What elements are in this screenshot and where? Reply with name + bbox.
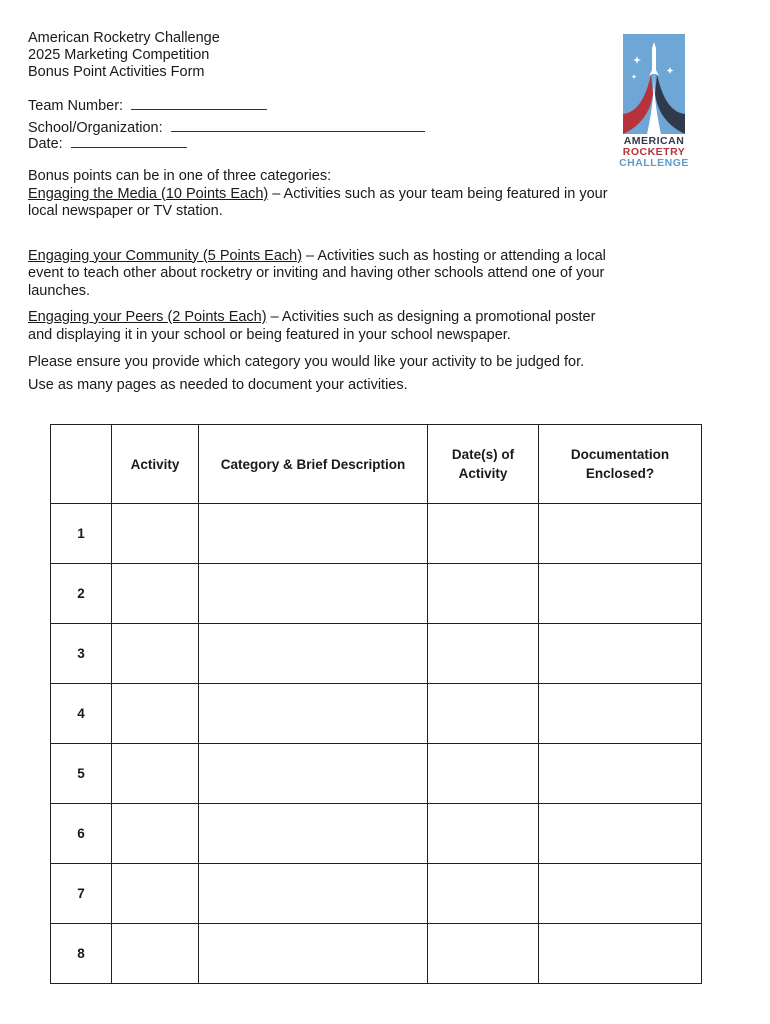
col-header-dates — [428, 425, 539, 504]
row-number: 6 — [51, 804, 112, 864]
category-cell[interactable] — [199, 684, 428, 744]
category-peers — [28, 309, 608, 344]
table-row — [51, 744, 702, 804]
category-cell[interactable] — [199, 564, 428, 624]
activity-cell[interactable] — [112, 684, 199, 744]
table-header-row — [51, 425, 702, 504]
logo-word-challenge: CHALLENGE — [619, 157, 689, 169]
school-input-line[interactable] — [171, 117, 425, 132]
dates-cell[interactable] — [428, 564, 539, 624]
category-media-desc: – Activities such as your team being featured in your local newspaper or TV station. — [28, 185, 608, 219]
logo-word-american: AMERICAN — [623, 135, 685, 147]
activities-table — [50, 424, 702, 984]
category-peers-desc: – Activities such as designing a promotional poster and displaying it in your school or being featured in your school newspaper. — [28, 309, 596, 343]
org-title: American Rocketry Challenge — [28, 30, 220, 46]
activity-cell[interactable] — [112, 924, 199, 984]
dates-cell[interactable] — [428, 924, 539, 984]
category-media — [28, 186, 608, 221]
activity-cell[interactable] — [112, 624, 199, 684]
form-header — [28, 30, 220, 81]
rocket-logo-icon — [623, 34, 685, 134]
table-row — [51, 624, 702, 684]
col-header-number — [51, 425, 112, 504]
logo-wordmark — [619, 136, 689, 169]
documentation-cell[interactable] — [539, 804, 702, 864]
table-row — [51, 804, 702, 864]
documentation-cell[interactable] — [539, 744, 702, 804]
school-label: School/Organization: — [28, 120, 163, 136]
categories-intro: Bonus points can be in one of three categories: — [28, 168, 332, 184]
row-number: 3 — [51, 624, 112, 684]
dates-cell[interactable] — [428, 684, 539, 744]
row-number: 5 — [51, 744, 112, 804]
pages-note: Use as many pages as needed to document your activities. — [28, 376, 408, 393]
category-media-title: Engaging the Media (10 Points Each) — [28, 185, 269, 202]
col-header-documentation-text: Documentation Enclosed? — [570, 447, 670, 481]
table-row — [51, 684, 702, 744]
activity-cell[interactable] — [112, 504, 199, 564]
category-cell[interactable] — [199, 864, 428, 924]
date-label: Date: — [28, 136, 63, 152]
table-row — [51, 924, 702, 984]
row-number: 1 — [51, 504, 112, 564]
category-cell[interactable] — [199, 804, 428, 864]
form-title: Bonus Point Activities Form — [28, 64, 205, 80]
table-row — [51, 504, 702, 564]
category-cell[interactable] — [199, 744, 428, 804]
category-community — [28, 248, 608, 301]
category-cell[interactable] — [199, 504, 428, 564]
col-header-documentation — [539, 425, 702, 504]
competition-title: 2025 Marketing Competition — [28, 47, 210, 63]
form-fields — [28, 95, 425, 155]
arc-logo — [619, 34, 689, 169]
activity-cell[interactable] — [112, 564, 199, 624]
documentation-cell[interactable] — [539, 864, 702, 924]
dates-cell[interactable] — [428, 804, 539, 864]
dates-cell[interactable] — [428, 744, 539, 804]
category-peers-title: Engaging your Peers (2 Points Each) — [28, 309, 267, 325]
dates-cell[interactable] — [428, 624, 539, 684]
dates-cell[interactable] — [428, 504, 539, 564]
col-header-activity: Activity — [112, 425, 199, 504]
date-input-line[interactable] — [71, 133, 187, 148]
category-note: Please ensure you provide which category you would like your activity to be judged for. — [28, 354, 585, 370]
row-number: 7 — [51, 864, 112, 924]
team-number-label: Team Number: — [28, 98, 124, 114]
activity-cell[interactable] — [112, 864, 199, 924]
instructions — [28, 168, 608, 394]
documentation-cell[interactable] — [539, 924, 702, 984]
category-community-desc: – Activities such as hosting or attending a local event to teach other about rocketry or inviting and having other schools attend one of your launches. — [28, 247, 606, 299]
row-number: 8 — [51, 924, 112, 984]
table-row — [51, 564, 702, 624]
table-row — [51, 864, 702, 924]
category-cell[interactable] — [199, 624, 428, 684]
documentation-cell[interactable] — [539, 624, 702, 684]
dates-cell[interactable] — [428, 864, 539, 924]
col-header-category: Category & Brief Description — [199, 425, 428, 504]
row-number: 4 — [51, 684, 112, 744]
team-number-field[interactable] — [28, 95, 425, 117]
row-number: 2 — [51, 564, 112, 624]
logo-word-rocketry: ROCKETRY — [622, 146, 686, 158]
documentation-cell[interactable] — [539, 564, 702, 624]
category-community-title: Engaging your Community (5 Points Each) — [28, 247, 303, 264]
col-header-dates-text: Date(s) of Activity — [451, 447, 515, 481]
team-number-input-line[interactable] — [131, 95, 267, 110]
documentation-cell[interactable] — [539, 684, 702, 744]
documentation-cell[interactable] — [539, 504, 702, 564]
activity-cell[interactable] — [112, 744, 199, 804]
category-cell[interactable] — [199, 924, 428, 984]
activity-cell[interactable] — [112, 804, 199, 864]
